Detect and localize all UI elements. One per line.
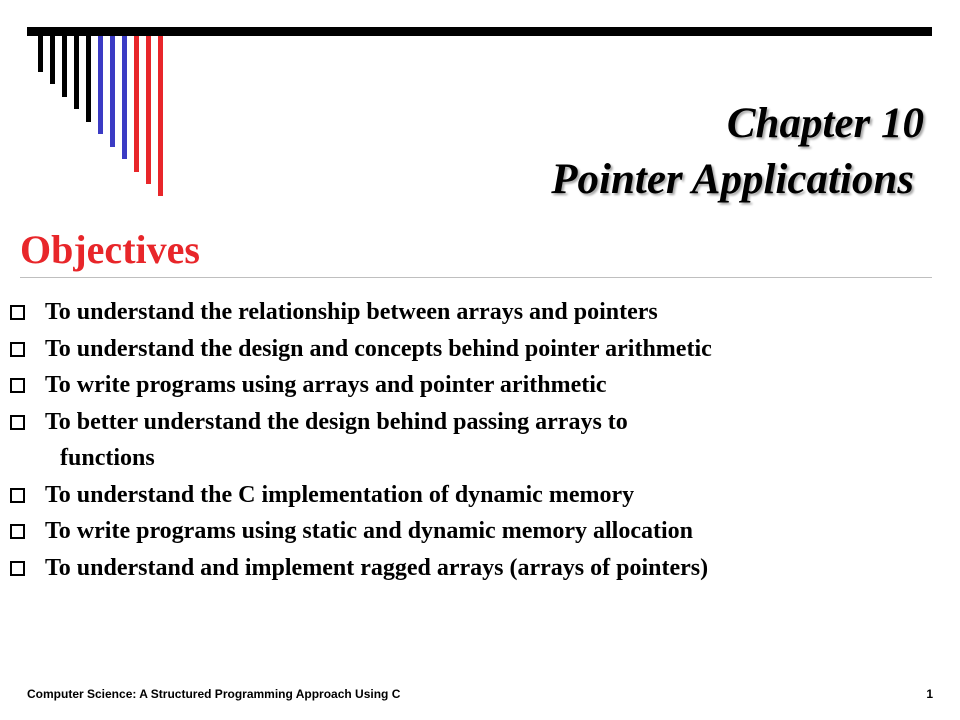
footer-book-title: Computer Science: A Structured Programming Approach Using C bbox=[27, 687, 401, 701]
stripe-black bbox=[86, 36, 91, 122]
stripe-red bbox=[158, 36, 163, 196]
objective-item bbox=[10, 294, 950, 331]
objective-text: To write programs using static and dynamic memory allocation bbox=[45, 518, 693, 544]
chapter-name: Pointer Applications bbox=[551, 156, 914, 203]
footer bbox=[27, 684, 933, 704]
stripe-black bbox=[38, 36, 43, 72]
objective-text: To better understand the design behind passing arrays to bbox=[45, 408, 628, 435]
checkbox-icon bbox=[10, 305, 25, 320]
objectives-list bbox=[10, 294, 950, 586]
checkbox-icon bbox=[10, 561, 25, 576]
objective-item bbox=[10, 513, 950, 550]
stripe-red bbox=[134, 36, 139, 172]
objective-text-continuation: functions bbox=[60, 445, 155, 471]
stripe-red bbox=[146, 36, 151, 184]
objective-text: To understand and implement ragged arrays (arrays of pointers) bbox=[45, 554, 709, 581]
stripe-blue bbox=[110, 36, 115, 147]
chapter-title bbox=[551, 96, 924, 208]
checkbox-icon bbox=[10, 378, 25, 393]
objective-item bbox=[10, 331, 950, 368]
objective-item bbox=[10, 367, 950, 404]
stripe-blue bbox=[98, 36, 103, 134]
objective-text: To understand the design and concepts behind pointer arithmetic bbox=[45, 335, 712, 362]
checkbox-icon bbox=[10, 342, 25, 357]
stripe-black bbox=[62, 36, 67, 97]
page-number: 1 bbox=[926, 687, 933, 701]
checkbox-icon bbox=[10, 415, 25, 430]
stripe-black bbox=[50, 36, 55, 84]
heading-divider bbox=[20, 277, 932, 278]
objective-text: To write programs using arrays and pointer arithmetic bbox=[45, 372, 607, 398]
stripe-blue bbox=[122, 36, 127, 159]
vertical-stripes-decoration bbox=[0, 0, 170, 200]
stripe-black bbox=[74, 36, 79, 109]
objective-item bbox=[10, 550, 950, 587]
checkbox-icon bbox=[10, 488, 25, 503]
chapter-number: Chapter 10 bbox=[726, 100, 924, 147]
objective-item bbox=[10, 477, 950, 514]
objective-item bbox=[10, 404, 950, 477]
objective-text: To understand the C implementation of dynamic memory bbox=[45, 481, 635, 508]
objective-text: To understand the relationship between arrays and pointers bbox=[45, 299, 658, 325]
checkbox-icon bbox=[10, 524, 25, 539]
objectives-heading: Objectives bbox=[20, 227, 200, 272]
